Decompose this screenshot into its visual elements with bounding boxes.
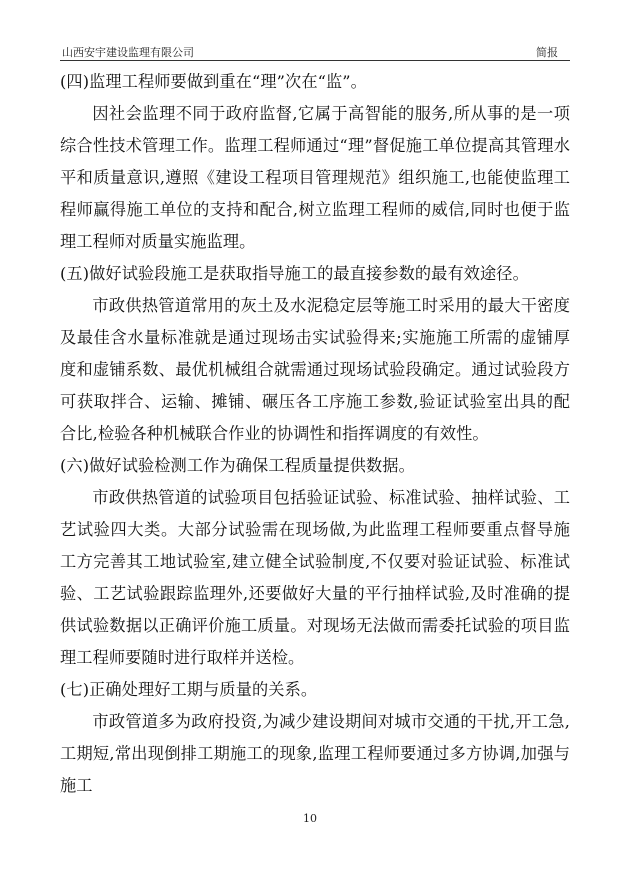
- section-paragraph-4: 因社会监理不同于政府监督,它属于高智能的服务,所从事的是一项综合性技术管理工作。监理工程师通过“理”督促施工单位提高其管理水平和质量意识,遵照《建设工程项目管理规范》组织施工,也能使监理工程师赢得施工单位的支持和配合,树立监理工程师的威信,同时也便于监理工程师对质量实施监理。: [60, 104, 570, 251]
- document-type: 简报: [536, 46, 558, 59]
- section-heading-6: (六)做好试验检测工作为确保工程质量提供数据。: [60, 456, 415, 475]
- header-divider: [60, 60, 570, 61]
- section-heading-7: (七)正确处理好工期与质量的关系。: [60, 680, 318, 699]
- section-paragraph-7: 市政管道多为政府投资,为减少建设期间对城市交通的干扰,开工急,工期短,常出现倒排工期施工的现象,监理工程师要通过多方协调,加强与施工: [60, 712, 570, 795]
- section-paragraph-5: 市政供热管道常用的灰土及水泥稳定层等施工时采用的最大干密度及最佳含水量标准就是通过现场击实试验得来;实施施工所需的虚铺厚度和虚铺系数、最优机械组合就需通过现场试验段确定。通过试验段方可获取拌合、运输、摊铺、碾压各工序施工参数,验证试验室出具的配合比,检验各种机械联合作业的协调性和指挥调度的有效性。: [60, 296, 570, 443]
- section-paragraph-6: 市政供热管道的试验项目包括验证试验、标准试验、抽样试验、工艺试验四大类。大部分试验需在现场做,为此监理工程师要重点督导施工方完善其工地试验室,建立健全试验制度,不仅要对验证试验、标准试验、工艺试验跟踪监理外,还要做好大量的平行抽样试验,及时准确的提供试验数据以正确评价施工质量。对现场无法做而需委托试验的项目监理工程师要随时进行取样并送检。: [60, 488, 570, 667]
- page-number: 10: [303, 812, 317, 825]
- section-heading-4: (四)监理工程师要做到重在“理”次在“监”。: [60, 72, 367, 91]
- section-heading-5: (五)做好试验段施工是获取指导施工的最直接参数的最有效途径。: [60, 264, 529, 283]
- page-header: [60, 38, 570, 60]
- document-body: [60, 66, 570, 802]
- company-name: 山西安宇建设监理有限公司: [62, 46, 194, 59]
